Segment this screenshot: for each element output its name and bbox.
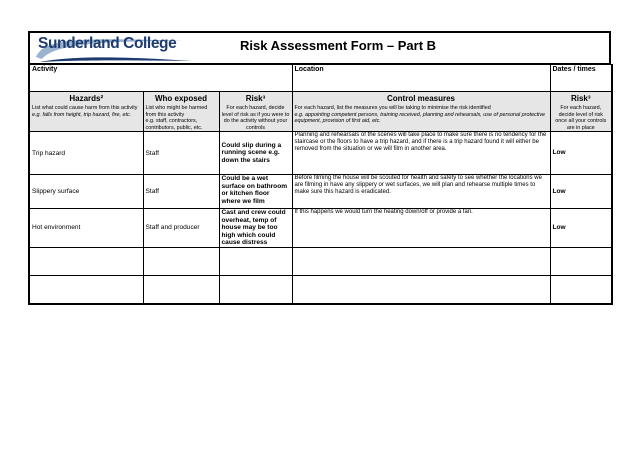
- col-desc-example: e.g. staff, contractors, contributors, public, etc.: [145, 118, 203, 131]
- risk-after-cell[interactable]: Low: [550, 132, 612, 175]
- hazard-cell[interactable]: Hot environment: [29, 209, 143, 248]
- hazard-cell[interactable]: [29, 275, 143, 304]
- control-cell[interactable]: [292, 247, 550, 275]
- who-cell[interactable]: Staff: [143, 175, 219, 209]
- form-header: [28, 31, 611, 64]
- risk-after-cell[interactable]: Low: [550, 209, 612, 248]
- location-field[interactable]: [292, 65, 550, 92]
- col-title: Control measures: [386, 94, 456, 103]
- hazard-cell[interactable]: [29, 247, 143, 275]
- risk-before-cell[interactable]: [219, 275, 292, 304]
- column-header-row: [29, 92, 612, 132]
- risk-assessment-sheet: [28, 31, 611, 305]
- who-cell[interactable]: Staff and producer: [143, 209, 219, 248]
- col-desc: For each hazard, decide level of risk once all your controls are in place: [555, 105, 607, 131]
- col-desc-example: e.g. falls from height, trip hazard, fire, etc.: [32, 111, 132, 118]
- control-cell[interactable]: [292, 275, 550, 304]
- risk-after-cell[interactable]: [550, 275, 612, 304]
- risk-table: [28, 64, 613, 305]
- table-row: [29, 132, 612, 175]
- table-row: [29, 209, 612, 248]
- col-desc-example: e.g. appointing competent persons, training received, planning and rehearsals, use of personal protective equipment, provision of first aid, etc.: [294, 111, 546, 124]
- activity-label: Activity: [32, 66, 58, 73]
- dates-field[interactable]: [550, 65, 612, 92]
- col-header-risk-after: [550, 92, 612, 132]
- risk-before-cell[interactable]: Could slip during a running scene e.g. down the stairs: [219, 132, 292, 175]
- col-title: Risk³: [245, 94, 266, 103]
- col-desc: [32, 105, 141, 118]
- control-cell[interactable]: Planning and rehearsals of the scenes will take place to make sure there is no tendency for the staircase or the floors to have a trip hazard, and if there is a trip hazard found it will either be removed from the situation or we will film in another area.: [292, 132, 550, 175]
- col-desc: [146, 105, 217, 131]
- col-desc: For each hazard, decide level of risk as if you were to do the activity without your controls: [221, 105, 290, 131]
- hazard-cell[interactable]: Slippery surface: [29, 175, 143, 209]
- risk-before-cell[interactable]: Cast and crew could overheat, temp of house may be too high which could cause distress: [219, 209, 292, 248]
- college-logo-text: Sunderland College: [38, 35, 177, 52]
- table-row-empty: [29, 247, 612, 275]
- who-cell[interactable]: Staff: [143, 132, 219, 175]
- col-header-controls: [292, 92, 550, 132]
- col-desc-text: List who might be harmed from this activity: [145, 105, 208, 118]
- control-cell[interactable]: If this happens we would turn the heating down/off or provide a fan.: [292, 209, 550, 248]
- col-header-hazards: [29, 92, 143, 132]
- activity-field[interactable]: [29, 65, 292, 92]
- risk-after-cell[interactable]: [550, 247, 612, 275]
- col-header-risk-before: [219, 92, 292, 132]
- risk-before-cell[interactable]: [219, 247, 292, 275]
- col-desc: [295, 105, 548, 125]
- table-row: [29, 175, 612, 209]
- col-title: Risk³: [570, 94, 591, 103]
- who-cell[interactable]: [143, 275, 219, 304]
- risk-before-cell[interactable]: Could be a wet surface on bathroom or kitchen floor where we film: [219, 175, 292, 209]
- col-header-who: [143, 92, 219, 132]
- col-title: Hazards²: [69, 94, 104, 103]
- col-desc-text: For each hazard, list the measures you will be taking to minimise the risk identified: [294, 105, 491, 111]
- hazard-cell[interactable]: Trip hazard: [29, 132, 143, 175]
- form-title: Risk Assessment Form – Part B: [240, 38, 437, 53]
- who-cell[interactable]: [143, 247, 219, 275]
- activity-row: [29, 65, 612, 92]
- table-row-empty: [29, 275, 612, 304]
- dates-label: Dates / times: [552, 66, 596, 73]
- risk-after-cell[interactable]: Low: [550, 175, 612, 209]
- col-title: Who exposed: [154, 94, 207, 103]
- location-label: Location: [294, 66, 324, 73]
- col-desc-text: List what could cause harm from this activity: [32, 105, 138, 111]
- control-cell[interactable]: Before filming the house will be scouted for health and safety to see whether the locations we are filming in have any slippery or wet surfaces, we will plan and rehearse multiple times to make sure this hazard is eradicated.: [292, 175, 550, 209]
